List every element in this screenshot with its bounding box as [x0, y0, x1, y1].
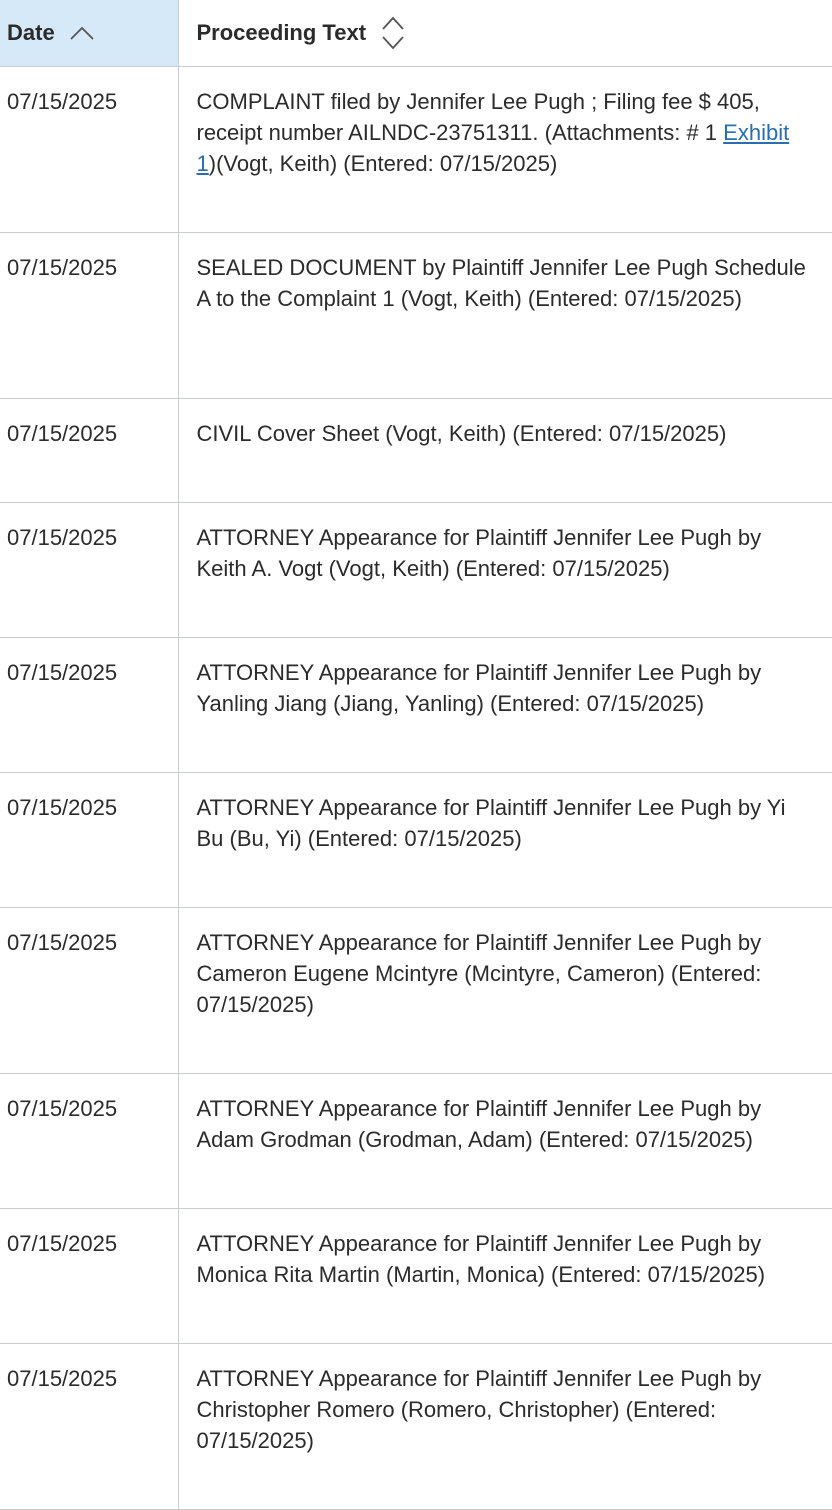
row-date: 07/15/2025 [0, 1209, 178, 1344]
row-date: 07/15/2025 [0, 503, 178, 638]
row-proceeding-text: ATTORNEY Appearance for Plaintiff Jennifer Lee Pugh by Cameron Eugene Mcintyre (Mcintyre, Cameron) (Entered: 07/15/2025) [178, 908, 832, 1074]
table-row [0, 399, 832, 503]
row-proceeding-text: ATTORNEY Appearance for Plaintiff Jennifer Lee Pugh by Yanling Jiang (Jiang, Yanling) (Entered: 07/15/2025) [178, 638, 832, 773]
row-date: 07/15/2025 [0, 233, 178, 399]
row-proceeding-text: ATTORNEY Appearance for Plaintiff Jennifer Lee Pugh by Yi Bu (Bu, Yi) (Entered: 07/15/2025) [178, 773, 832, 908]
date-header-label: Date [7, 20, 55, 45]
table-row [0, 503, 832, 638]
exhibit-link[interactable]: Exhibit 1 [196, 120, 790, 176]
row-proceeding-text: ATTORNEY Appearance for Plaintiff Jennifer Lee Pugh by Keith A. Vogt (Vogt, Keith) (Entered: 07/15/2025) [178, 503, 832, 638]
table-row [0, 908, 832, 1074]
proceeding-column-header[interactable] [178, 0, 832, 67]
row-date: 07/15/2025 [0, 908, 178, 1074]
table-row [0, 1209, 832, 1344]
table-row [0, 1074, 832, 1209]
row-proceeding-text: CIVIL Cover Sheet (Vogt, Keith) (Entered: 07/15/2025) [178, 399, 832, 503]
row-date: 07/15/2025 [0, 67, 178, 233]
row-proceeding-text: ATTORNEY Appearance for Plaintiff Jennifer Lee Pugh by Adam Grodman (Grodman, Adam) (Entered: 07/15/2025) [178, 1074, 832, 1209]
header-row [0, 0, 832, 67]
row-date: 07/15/2025 [0, 1074, 178, 1209]
row-date: 07/15/2025 [0, 399, 178, 503]
table-row [0, 233, 832, 399]
row-date: 07/15/2025 [0, 773, 178, 908]
proceeding-text-part: )(Vogt, Keith) (Entered: 07/15/2025) [208, 151, 558, 176]
row-proceeding-text [178, 67, 832, 233]
table-row [0, 638, 832, 773]
table-row [0, 67, 832, 233]
sort-both-icon[interactable] [380, 14, 406, 52]
row-proceeding-text: SEALED DOCUMENT by Plaintiff Jennifer Lee Pugh Schedule A to the Complaint 1 (Vogt, Keith) (Entered: 07/15/2025) [178, 233, 832, 399]
row-date: 07/15/2025 [0, 638, 178, 773]
sort-ascending-icon[interactable] [69, 25, 95, 41]
proceeding-text-part: COMPLAINT filed by Jennifer Lee Pugh ; Filing fee $ 405, receipt number AILNDC-23751311. (Attachments: # 1 [196, 89, 760, 145]
row-proceeding-text: ATTORNEY Appearance for Plaintiff Jennifer Lee Pugh by Christopher Romero (Romero, Christopher) (Entered: 07/15/2025) [178, 1344, 832, 1510]
row-date: 07/15/2025 [0, 1344, 178, 1510]
table-body [0, 67, 832, 1510]
proceeding-header-label: Proceeding Text [196, 20, 367, 45]
table-row [0, 773, 832, 908]
date-column-header[interactable] [0, 0, 178, 67]
table-row [0, 1344, 832, 1510]
row-proceeding-text: ATTORNEY Appearance for Plaintiff Jennifer Lee Pugh by Monica Rita Martin (Martin, Monica) (Entered: 07/15/2025) [178, 1209, 832, 1344]
table-header [0, 0, 832, 67]
